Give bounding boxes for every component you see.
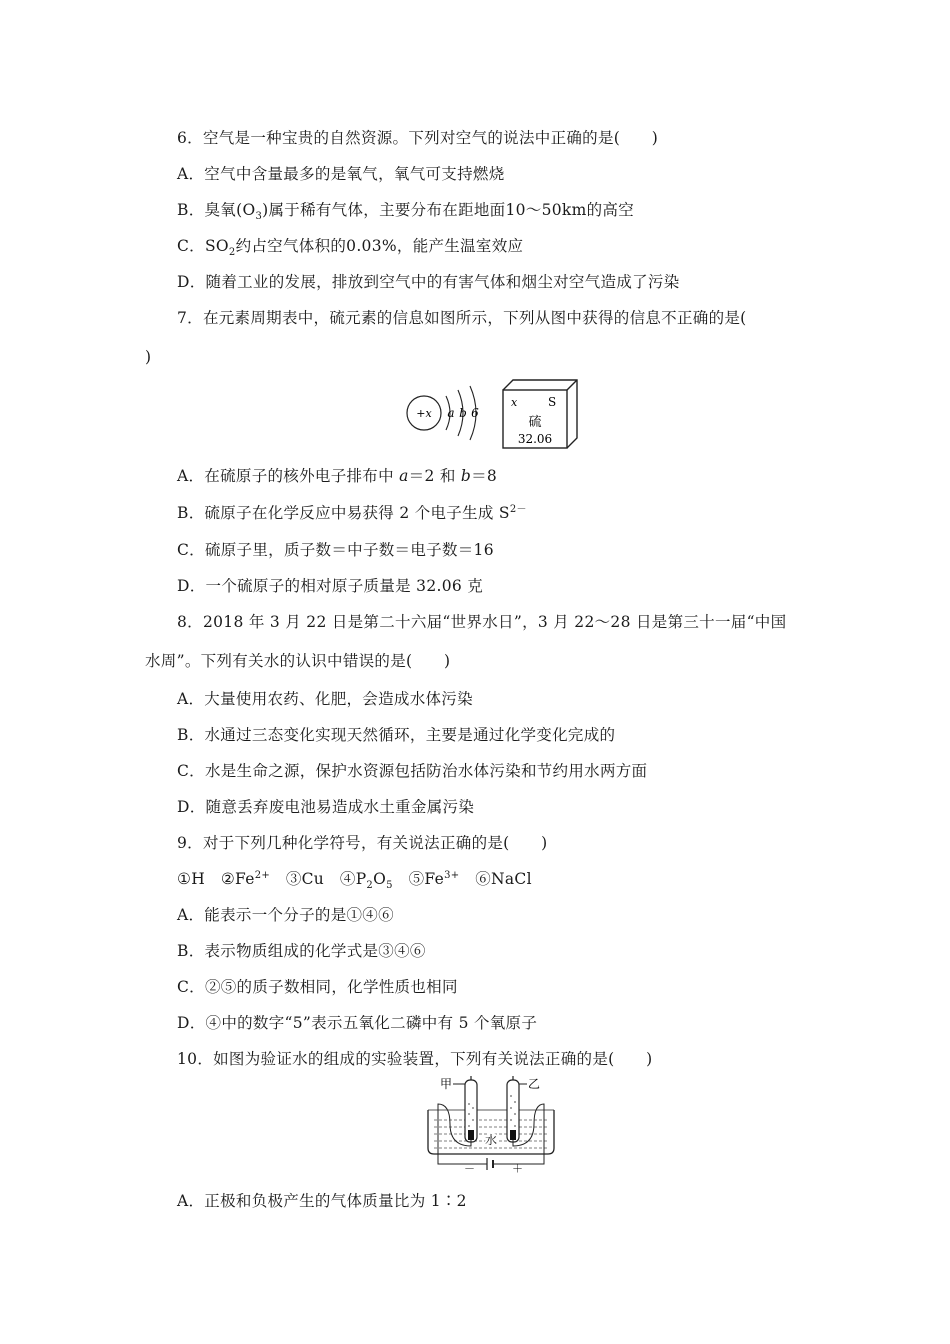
- electrolysis-apparatus-figure: [420, 1074, 562, 1176]
- nucleus-charge: +x: [416, 407, 432, 420]
- q9-option-a: A．能表示一个分子的是①④⑥: [177, 906, 394, 924]
- label-yi: 乙: [528, 1077, 541, 1091]
- shell-c-label: 6: [471, 406, 479, 420]
- q7-option-a: A．在硫原子的核外电子排布中 a＝2 和 b＝8: [177, 467, 498, 485]
- q8-option-a: A．大量使用农药、化肥，会造成水体污染: [177, 690, 473, 708]
- electrode-right: [510, 1130, 516, 1140]
- shell-b-label: b: [459, 406, 467, 420]
- q9-option-b: B．表示物质组成的化学式是③④⑥: [177, 942, 426, 960]
- label-water: 水: [484, 1133, 498, 1147]
- q6-option-d: D．随着工业的发展，排放到空气中的有害气体和烟尘对空气造成了污染: [177, 273, 680, 291]
- atomic-mass: 32.06: [517, 432, 553, 446]
- q9-symbols: ①H $②Fe^{2+}$ ③Cu $④P_2O_5$ $⑤Fe^{3+}$ ⑥NaCl: [177, 869, 532, 892]
- q6-option-a: A．空气中含量最多的是氧气，氧气可支持燃烧: [177, 165, 505, 183]
- label-jia: 甲: [440, 1077, 453, 1091]
- q9-stem: 9．对于下列几种化学符号，有关说法正确的是( ): [177, 834, 548, 852]
- label-plus: ＋: [512, 1162, 523, 1175]
- shell-a-label: a: [447, 406, 455, 420]
- q7-option-d: D．一个硫原子的相对原子质量是 32.06 克: [177, 577, 484, 595]
- q10-stem: 10．如图为验证水的组成的实验装置，下列有关说法正确的是( ): [177, 1050, 653, 1068]
- sulfur-atom-figure: [400, 376, 585, 452]
- atomic-number: x: [511, 396, 518, 409]
- q7-option-c: C．硫原子里，质子数＝中子数＝电子数＝16: [177, 541, 494, 559]
- water-trough: [428, 1110, 554, 1154]
- q8-stem: 8．2018 年 3 月 22 日是第二十六届“世界水日”，3 月 22～28 日是第三十一届“中国: [177, 613, 787, 631]
- q10-option-a: A．正极和负极产生的气体质量比为 1∶2: [177, 1192, 467, 1210]
- electrode-left: [468, 1130, 474, 1140]
- q8-stem-continued: 水周”。下列有关水的认识中错误的是( ): [145, 652, 451, 670]
- label-minus: －: [464, 1162, 475, 1175]
- q8-option-b: B．水通过三态变化实现天然循环，主要是通过化学变化完成的: [177, 726, 616, 744]
- q8-option-c: C．水是生命之源，保护水资源包括防治水体污染和节约用水两方面: [177, 762, 648, 780]
- q8-option-d: D．随意丢弃废电池易造成水土重金属污染: [177, 798, 475, 816]
- q9-option-c: C．②⑤的质子数相同，化学性质也相同: [177, 978, 458, 996]
- q7-stem: 7．在元素周期表中，硫元素的信息如图所示，下列从图中获得的信息不正确的是(: [177, 309, 747, 327]
- q6-option-b: B．臭氧$(O_3)$属于稀有气体，主要分布在距地面10～50km的高空: [177, 201, 635, 223]
- q6-stem: 6．空气是一种宝贵的自然资源。下列对空气的说法中正确的是( ): [177, 129, 659, 147]
- q6-option-c: C．$SO_2$约占空气体积的0.03%，能产生温室效应: [177, 237, 524, 259]
- q9-option-d: D．④中的数字“5”表示五氧化二磷中有 5 个氧原子: [177, 1014, 538, 1032]
- q7-stem-continued: ): [145, 348, 152, 366]
- element-name: 硫: [528, 415, 542, 430]
- element-symbol: S: [548, 395, 557, 409]
- q7-option-b: B．硫原子在化学反应中易获得 2 个电子生成 $S^{2-}$: [177, 503, 527, 522]
